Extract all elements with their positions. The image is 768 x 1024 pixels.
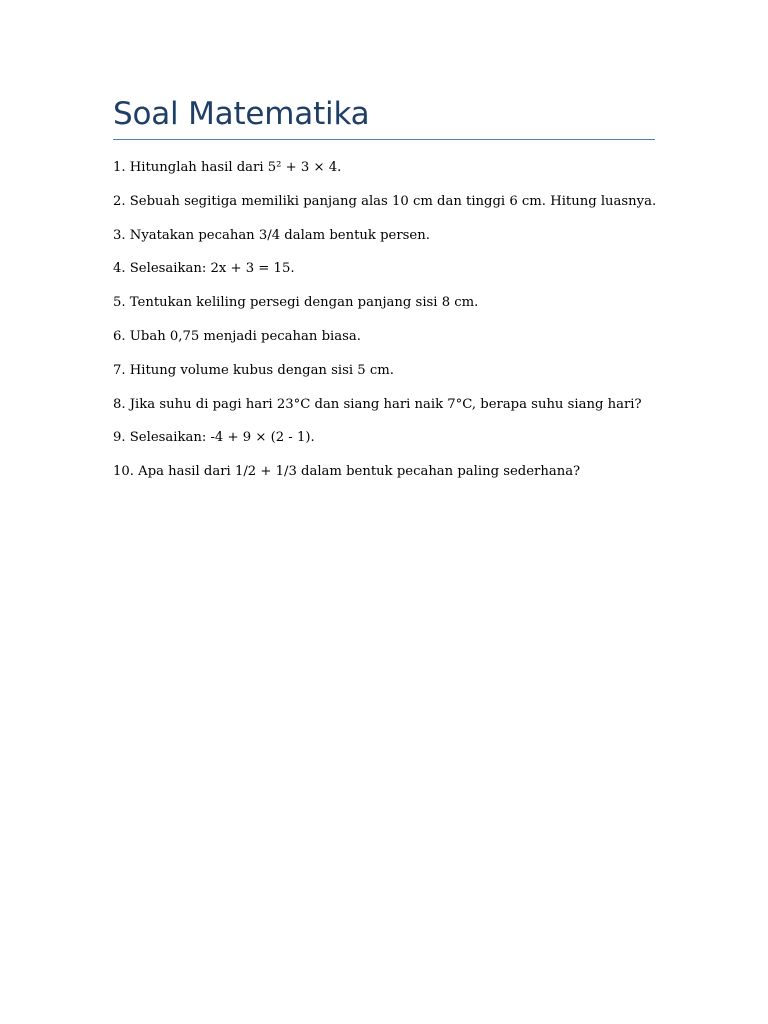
question-9: 9. Selesaikan: -4 + 9 × (2 - 1).: [113, 430, 315, 446]
question-10: 10. Apa hasil dari 1/2 + 1/3 dalam bentuk pecahan paling sederhana?: [113, 464, 581, 480]
question-1: 1. Hitunglah hasil dari 5² + 3 × 4.: [113, 160, 342, 175]
question-7: 7. Hitung volume kubus dengan sisi 5 cm.: [113, 362, 394, 378]
question-5: 5. Tentukan keliling persegi dengan panjang sisi 8 cm.: [113, 295, 479, 311]
question-list: [113, 157, 658, 495]
page-title: Soal Matematika: [113, 96, 370, 132]
question-4: 4. Selesaikan: 2x + 3 = 15.: [113, 261, 295, 277]
question-6: 6. Ubah 0,75 menjadi pecahan biasa.: [113, 328, 361, 344]
question-8: 8. Jika suhu di pagi hari 23°C dan siang hari naik 7°C, berapa suhu siang hari?: [113, 396, 642, 412]
title-underline: [113, 139, 655, 140]
question-2: 2. Sebuah segitiga memiliki panjang alas 10 cm dan tinggi 6 cm. Hitung luasnya.: [113, 193, 657, 209]
question-3: 3. Nyatakan pecahan 3/4 dalam bentuk persen.: [113, 227, 430, 243]
